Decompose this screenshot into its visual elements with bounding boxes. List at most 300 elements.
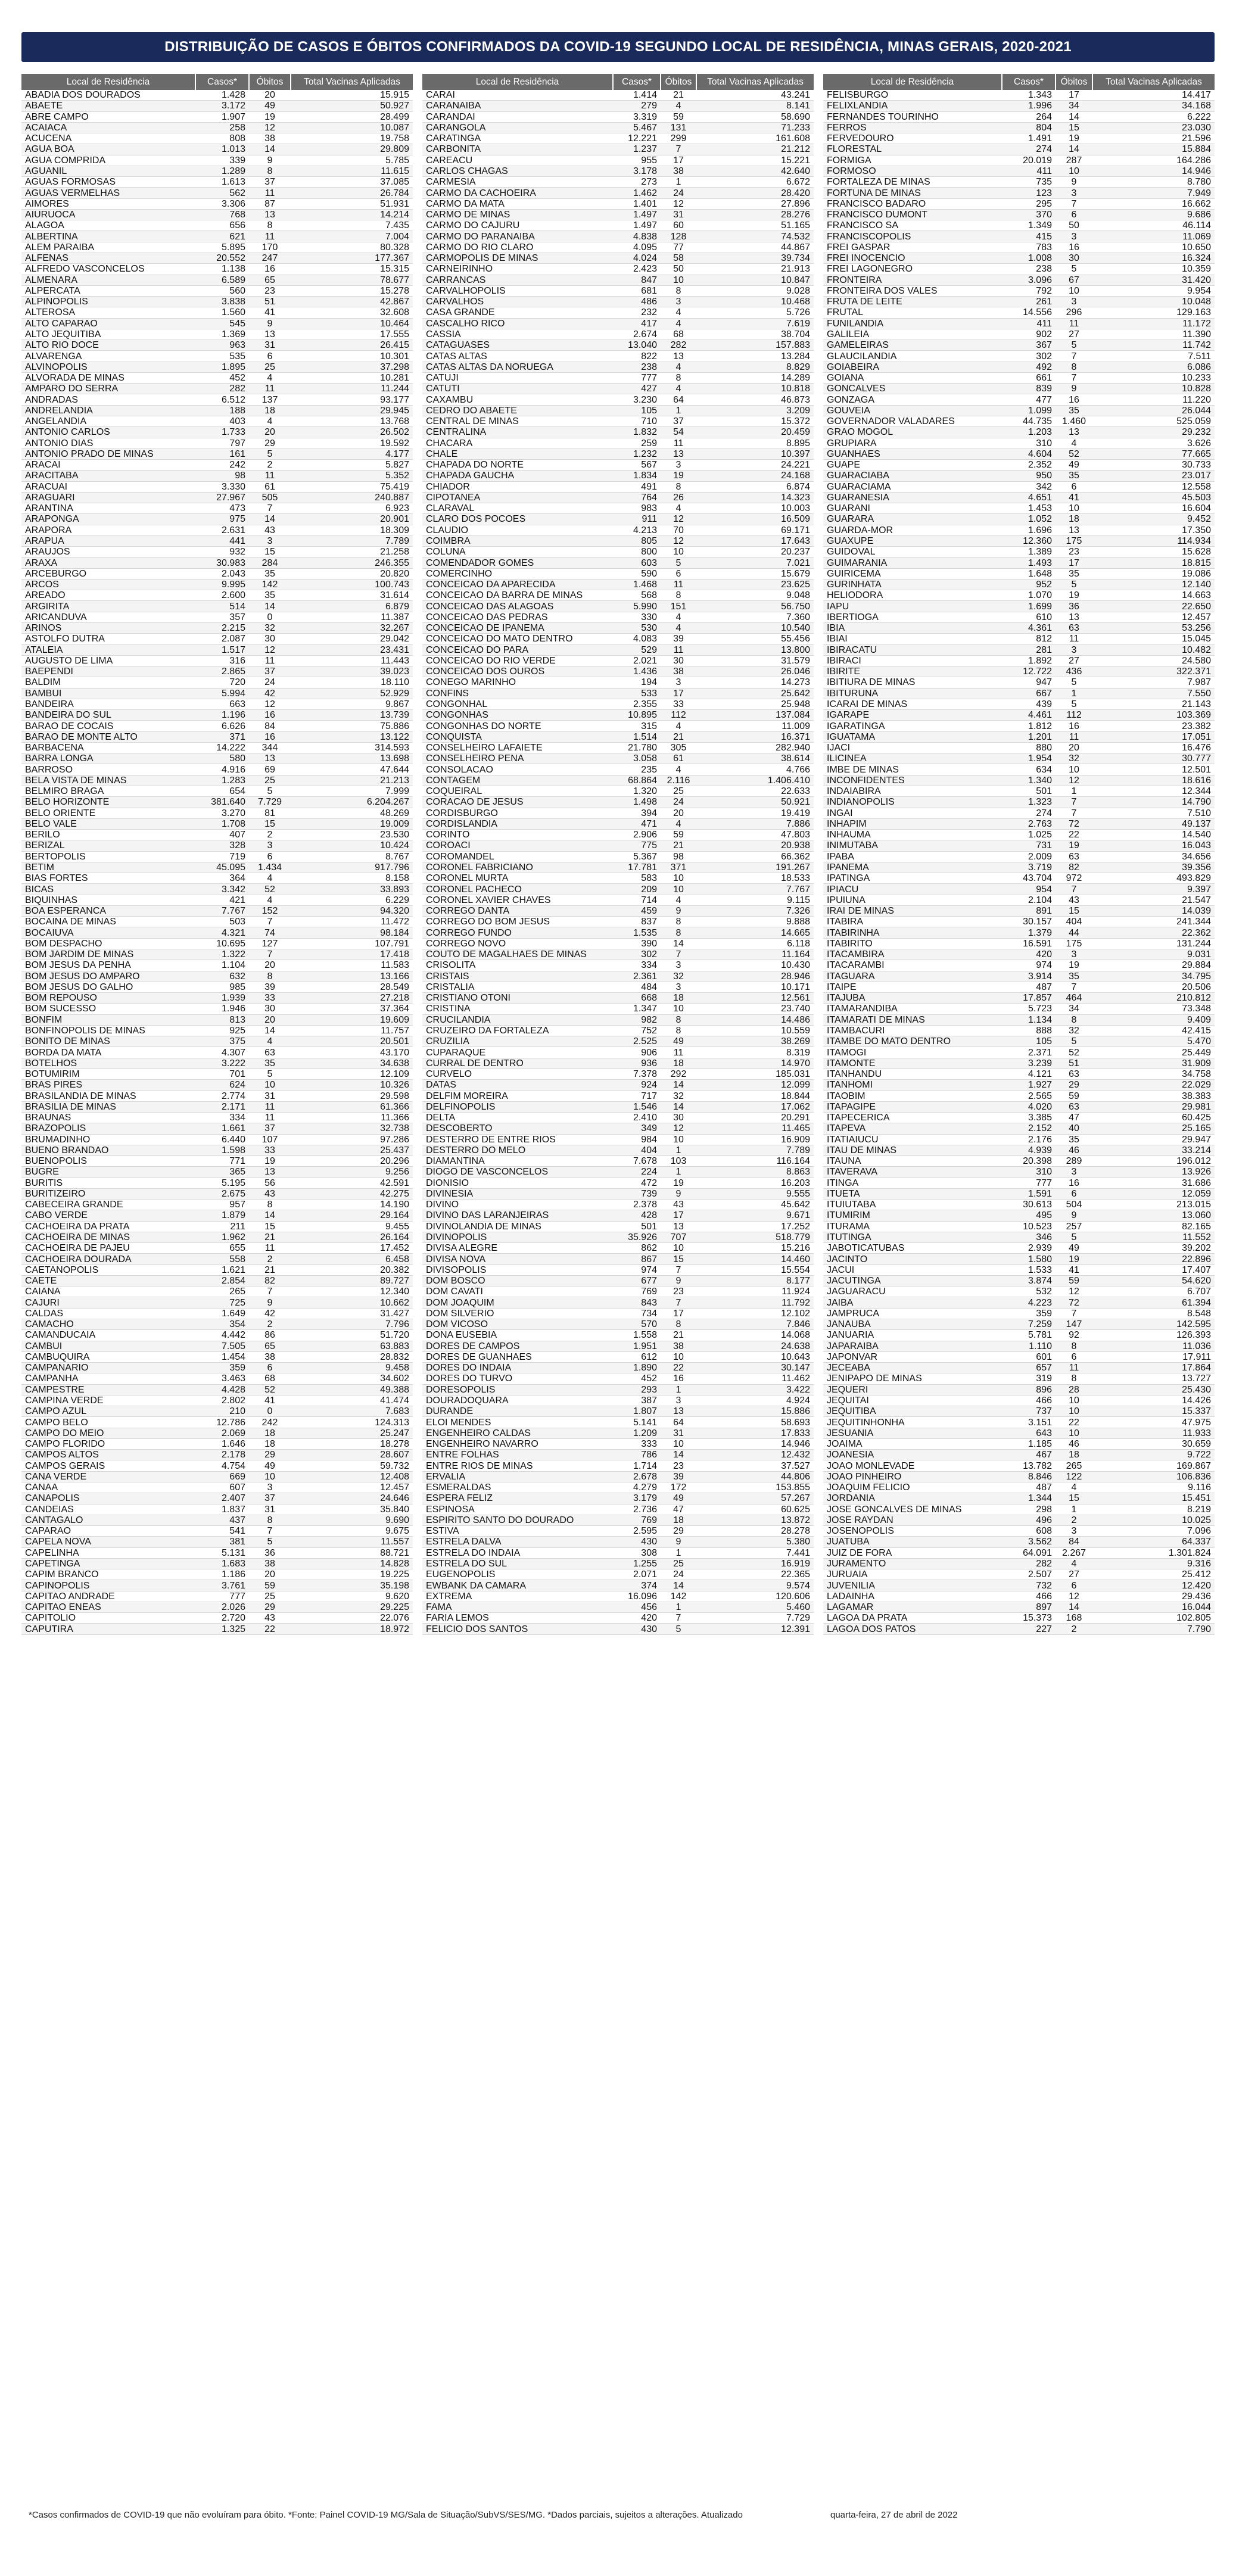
column-header: Local de Residência [422,74,613,90]
municipality-name: BARBACENA [21,742,195,753]
deaths-value: 98 [661,851,696,862]
cases-value: 3.874 [1002,1275,1056,1286]
municipality-name: CATUTI [422,384,613,394]
deaths-value: 35 [249,568,291,579]
municipality-name: IPUIUNA [823,895,1002,905]
municipality-name: FRUTA DE LEITE [823,297,1002,307]
municipality-name: CHAPADA DO NORTE [422,460,613,471]
municipality-name: CORDISBURGO [422,808,613,818]
municipality-name: BARROSO [21,764,195,775]
cases-value: 1.320 [613,786,661,797]
table-row [21,1156,413,1167]
municipality-name: ARANTINA [21,503,195,514]
municipality-name: BOCAINA DE MINAS [21,917,195,927]
municipality-name: IBERTIOGA [823,612,1002,622]
municipality-name: CARMO DO RIO CLARO [422,242,613,253]
cases-value: 1.598 [195,1145,249,1155]
vaccines-value: 31.427 [291,1308,413,1319]
municipality-name: BOTELHOS [21,1058,195,1069]
municipality-name: ARGIRITA [21,601,195,612]
cases-value: 496 [1002,1515,1056,1525]
deaths-value: 2 [249,460,291,471]
cases-value: 209 [613,884,661,895]
municipality-name: CORDISLANDIA [422,818,613,829]
vaccines-value: 80.328 [291,242,413,253]
table-row [422,601,814,612]
cases-value: 1.699 [1002,601,1056,612]
deaths-value: 29 [661,1526,696,1537]
cases-value: 535 [195,351,249,362]
municipality-name: ALAGOA [21,220,195,231]
deaths-value: 9 [1056,177,1092,188]
cases-value: 466 [1002,1395,1056,1406]
municipality-name: CARVALHOPOLIS [422,285,613,296]
vaccines-value: 10.281 [291,372,413,383]
vaccines-value: 116.164 [696,1156,814,1167]
municipality-name: FREI GASPAR [823,242,1002,253]
municipality-name: ITAOBIM [823,1091,1002,1101]
municipality-name: CANTAGALO [21,1515,195,1525]
table-row [422,209,814,220]
deaths-value: 87 [249,198,291,209]
deaths-value: 15 [249,818,291,829]
vaccines-value: 10.025 [1092,1515,1215,1525]
municipality-name: ITAUNA [823,1156,1002,1167]
municipality-name: DELTA [422,1112,613,1123]
vaccines-value: 11.465 [696,1123,814,1134]
vaccines-value: 20.382 [291,1264,413,1275]
table-row [823,797,1215,808]
municipality-name: JEQUITIBA [823,1406,1002,1417]
table-row [21,1025,413,1036]
municipality-name: CAXAMBU [422,394,613,405]
municipality-name: IBIA [823,623,1002,634]
vaccines-value: 157.883 [696,340,814,351]
vaccines-value: 9.116 [1092,1482,1215,1493]
municipality-name: GOUVEIA [823,405,1002,416]
vaccines-value: 24.646 [291,1493,413,1504]
cases-value: 1.099 [1002,405,1056,416]
table-row [422,297,814,307]
vaccines-value: 12.102 [696,1308,814,1319]
table-row [422,188,814,198]
deaths-value: 12 [661,535,696,546]
vaccines-value: 18.533 [696,873,814,884]
deaths-value: 19 [1056,960,1092,971]
municipality-name: CANAPOLIS [21,1493,195,1504]
cases-value: 924 [613,1080,661,1091]
vaccines-value: 13.698 [291,753,413,764]
table-row [422,775,814,786]
table-row [823,1080,1215,1091]
vaccines-value: 103.369 [1092,710,1215,721]
vaccines-value: 7.789 [696,1145,814,1155]
municipality-name: ITAVERAVA [823,1167,1002,1178]
vaccines-value: 29.225 [291,1602,413,1612]
table-row [422,1243,814,1254]
cases-value: 1.954 [1002,753,1056,764]
cases-value: 560 [195,285,249,296]
cases-value: 1.714 [613,1460,661,1471]
table-row [823,1558,1215,1569]
deaths-value: 436 [1056,666,1092,677]
vaccines-value: 10.643 [696,1351,814,1362]
vaccines-value: 241.344 [1092,917,1215,927]
vaccines-value: 131.244 [1092,938,1215,949]
deaths-value: 4 [1056,438,1092,448]
deaths-value: 50 [661,264,696,275]
table-row [422,612,814,622]
cases-value: 4.020 [1002,1101,1056,1112]
table-row [21,1264,413,1275]
cases-value: 6.589 [195,275,249,285]
deaths-value: 59 [1056,1275,1092,1286]
deaths-value: 1 [661,1602,696,1612]
municipality-name: IBITURUNA [823,688,1002,699]
vaccines-value: 69.171 [696,525,814,535]
deaths-value: 1 [661,405,696,416]
municipality-name: ANTONIO CARLOS [21,427,195,438]
deaths-value: 24 [661,188,696,198]
vaccines-value: 15.628 [1092,547,1215,557]
vaccines-value: 63.883 [291,1341,413,1351]
table-row [21,1047,413,1058]
deaths-value: 8 [661,285,696,296]
vaccines-value: 18.278 [291,1438,413,1449]
vaccines-value: 7.441 [696,1547,814,1558]
table-row [21,960,413,971]
deaths-value: 7 [661,1613,696,1624]
cases-value: 5.994 [195,688,249,699]
table-row [823,122,1215,133]
table-row [823,1036,1215,1047]
cases-value: 720 [195,677,249,688]
municipality-name: ENTRE RIOS DE MINAS [422,1460,613,1471]
deaths-value: 284 [249,557,291,568]
municipality-name: ITINGA [823,1178,1002,1188]
table-row [422,1232,814,1242]
cases-value: 4.223 [1002,1297,1056,1308]
cases-value: 906 [613,1047,661,1058]
table-row [823,1319,1215,1330]
vaccines-value: 16.509 [696,514,814,525]
municipality-name: CARMO DO PARANAIBA [422,231,613,242]
cases-value: 632 [195,971,249,982]
cases-value: 4.651 [1002,492,1056,503]
cases-value: 427 [613,384,661,394]
table-row [21,1428,413,1438]
municipality-name: CLAUDIO [422,525,613,535]
municipality-name: ESPIRITO SANTO DO DOURADO [422,1515,613,1525]
deaths-value: 19 [1056,133,1092,144]
vaccines-value: 82.165 [1092,1221,1215,1232]
vaccines-value: 11.924 [696,1287,814,1297]
vaccines-value: 71.233 [696,122,814,133]
deaths-value: 69 [249,764,291,775]
municipality-name: CHAPADA GAUCHA [422,471,613,481]
cases-value: 822 [613,351,661,362]
table-row [823,111,1215,122]
table-row [422,1200,814,1210]
municipality-name: BOM REPOUSO [21,993,195,1004]
cases-value: 357 [195,612,249,622]
vaccines-value: 8.158 [291,873,413,884]
deaths-value: 3 [1056,1167,1092,1178]
deaths-value: 4 [249,873,291,884]
cases-value: 2.355 [613,699,661,709]
cases-value: 583 [613,873,661,884]
municipality-name: JOAIMA [823,1438,1002,1449]
vaccines-value: 48.269 [291,808,413,818]
cases-value: 777 [1002,1178,1056,1188]
deaths-value: 52 [1056,448,1092,459]
table-row [21,253,413,263]
deaths-value: 7 [249,1287,291,1297]
vaccines-value: 11.742 [1092,340,1215,351]
municipality-name: JAMPRUCA [823,1308,1002,1319]
table-row [422,830,814,840]
table-row [21,1547,413,1558]
municipality-name: ITABIRITO [823,938,1002,949]
municipality-name: BERILO [21,830,195,840]
vaccines-value: 54.620 [1092,1275,1215,1286]
deaths-value: 37 [661,416,696,426]
table-row [823,590,1215,601]
municipality-name: ALVORADA DE MINAS [21,372,195,383]
footer [29,2510,1160,2520]
table-row [823,971,1215,982]
table-row [823,1091,1215,1101]
municipality-name: AGUA COMPRIDA [21,155,195,166]
cases-value: 1.369 [195,329,249,339]
deaths-value: 10 [661,547,696,557]
deaths-value: 5 [661,557,696,568]
table-row [823,895,1215,905]
deaths-value: 4 [661,612,696,622]
cases-value: 293 [613,1384,661,1395]
cases-value: 5.141 [613,1417,661,1428]
municipality-name: CAMPO DO MEIO [21,1428,195,1438]
municipality-name: ESTIVA [422,1526,613,1537]
table-row [422,1341,814,1351]
cases-value: 2.631 [195,525,249,535]
vaccines-value: 11.552 [1092,1232,1215,1242]
table-row [422,873,814,884]
vaccines-value: 10.847 [696,275,814,285]
table-row [21,1471,413,1482]
deaths-value: 19 [249,1156,291,1167]
deaths-value: 18 [1056,514,1092,525]
table-row [823,1591,1215,1602]
deaths-value: 41 [249,307,291,318]
cases-value: 1.052 [1002,514,1056,525]
table-row [823,1112,1215,1123]
table-row [422,895,814,905]
cases-value: 484 [613,982,661,992]
deaths-value: 38 [249,133,291,144]
vaccines-value: 7.326 [696,905,814,916]
cases-value: 813 [195,1014,249,1025]
vaccines-value: 13.166 [291,971,413,982]
deaths-value: 1 [661,1145,696,1155]
municipality-name: CARMOPOLIS DE MINAS [422,253,613,263]
table-row [21,514,413,525]
deaths-value: 65 [249,1341,291,1351]
vaccines-value: 39.023 [291,666,413,677]
municipality-name: JANUARIA [823,1330,1002,1341]
table-row [823,514,1215,525]
vaccines-value: 7.021 [696,557,814,568]
vaccines-value: 22.633 [696,786,814,797]
deaths-value: 61 [249,481,291,492]
municipality-name: GUAPE [823,460,1002,471]
vaccines-value: 47.644 [291,764,413,775]
vaccines-value: 58.693 [696,1417,814,1428]
municipality-name: CACHOEIRA DOURADA [21,1254,195,1264]
deaths-value: 23 [661,1460,696,1471]
vaccines-value: 32.608 [291,307,413,318]
cases-value: 8.846 [1002,1471,1056,1482]
cases-value: 643 [1002,1428,1056,1438]
municipality-name: ARACITABA [21,471,195,481]
table-row [823,1351,1215,1362]
municipality-name: BONFIM [21,1014,195,1025]
cases-value: 12.722 [1002,666,1056,677]
cases-value: 2.176 [1002,1134,1056,1145]
deaths-value: 12 [249,699,291,709]
cases-value: 404 [613,1145,661,1155]
cases-value: 188 [195,405,249,416]
vaccines-value: 37.298 [291,362,413,372]
vaccines-value: 518.779 [696,1232,814,1242]
deaths-value: 12 [1056,1591,1092,1602]
vaccines-value: 10.464 [291,318,413,329]
cases-value: 2.371 [1002,1047,1056,1058]
table-row [21,1014,413,1025]
municipality-name: ENGENHEIRO NAVARRO [422,1438,613,1449]
municipality-name: BANDEIRA [21,699,195,709]
municipality-name: GOVERNADOR VALADARES [823,416,1002,426]
municipality-name: CONCEICAO DO PARA [422,644,613,655]
cases-value: 3.330 [195,481,249,492]
deaths-value: 17 [661,1210,696,1221]
cases-value: 661 [1002,372,1056,383]
column-header: Local de Residência [823,74,1002,90]
table-row [21,220,413,231]
cases-value: 238 [613,362,661,372]
vaccines-value: 11.472 [291,917,413,927]
municipality-name: ITANHOMI [823,1080,1002,1091]
vaccines-value: 29.042 [291,634,413,644]
municipality-name: FREI INOCENCIO [823,253,1002,263]
deaths-value: 19 [661,471,696,481]
vaccines-value: 47.803 [696,830,814,840]
cases-value: 492 [1002,362,1056,372]
deaths-value: 112 [661,710,696,721]
vaccines-value: 9.671 [696,1210,814,1221]
municipality-name: BARAO DE COCAIS [21,721,195,731]
municipality-name: CURVELO [422,1069,613,1079]
vaccines-value: 106.836 [1092,1471,1215,1482]
municipality-name: GLAUCILANDIA [823,351,1002,362]
municipality-name: DIVISA NOVA [422,1254,613,1264]
table-row [21,579,413,590]
table-row [823,818,1215,829]
vaccines-value: 14.039 [1092,905,1215,916]
cases-value: 10.523 [1002,1221,1056,1232]
cases-value: 381.640 [195,797,249,808]
cases-value: 4.838 [613,231,661,242]
vaccines-value: 31.686 [1092,1178,1215,1188]
table-row [21,775,413,786]
cases-value: 30.157 [1002,917,1056,927]
vaccines-value: 27.896 [696,198,814,209]
table-row [422,1080,814,1091]
table-row [422,122,814,133]
table-row [21,1504,413,1515]
vaccines-value: 8.319 [696,1047,814,1058]
cases-value: 491 [613,481,661,492]
cases-value: 530 [613,623,661,634]
vaccines-value: 14.426 [1092,1395,1215,1406]
cases-value: 1.289 [195,166,249,176]
deaths-value: 42 [249,688,291,699]
cases-value: 428 [613,1210,661,1221]
table-row [21,471,413,481]
deaths-value: 6 [1056,1580,1092,1591]
table-row [21,427,413,438]
deaths-value: 30 [249,634,291,644]
cases-value: 411 [1002,318,1056,329]
deaths-value: 11 [249,655,291,666]
table-row [823,329,1215,339]
municipality-name: CORINTO [422,830,613,840]
table-row [823,166,1215,176]
vaccines-value: 29.945 [291,405,413,416]
cases-value: 471 [613,818,661,829]
deaths-value: 15 [661,1254,696,1264]
cases-value: 339 [195,155,249,166]
vaccines-value: 34.602 [291,1373,413,1384]
municipality-name: BOM JESUS DO AMPARO [21,971,195,982]
table-row [823,905,1215,916]
cases-value: 558 [195,1254,249,1264]
cases-value: 1.322 [195,949,249,960]
cases-value: 1.613 [195,177,249,188]
table-row [823,775,1215,786]
deaths-value: 68 [661,329,696,339]
vaccines-value: 38.269 [696,1036,814,1047]
cases-value: 896 [1002,1384,1056,1395]
table-row [21,155,413,166]
municipality-name: CONCEICAO DAS PEDRAS [422,612,613,622]
deaths-value: 74 [249,927,291,938]
deaths-value: 50 [1056,220,1092,231]
deaths-value: 5 [249,1069,291,1079]
cases-value: 264 [1002,111,1056,122]
deaths-value: 168 [1056,1613,1092,1624]
vaccines-value: 75.886 [291,721,413,731]
deaths-value: 287 [1056,155,1092,166]
vaccines-value: 25.948 [696,699,814,709]
deaths-value: 10 [249,1080,291,1091]
vaccines-value: 17.350 [1092,525,1215,535]
table-row [422,786,814,797]
deaths-value: 14 [249,144,291,155]
deaths-value: 8 [1056,1373,1092,1384]
table-row [823,177,1215,188]
vaccines-value: 26.044 [1092,405,1215,416]
